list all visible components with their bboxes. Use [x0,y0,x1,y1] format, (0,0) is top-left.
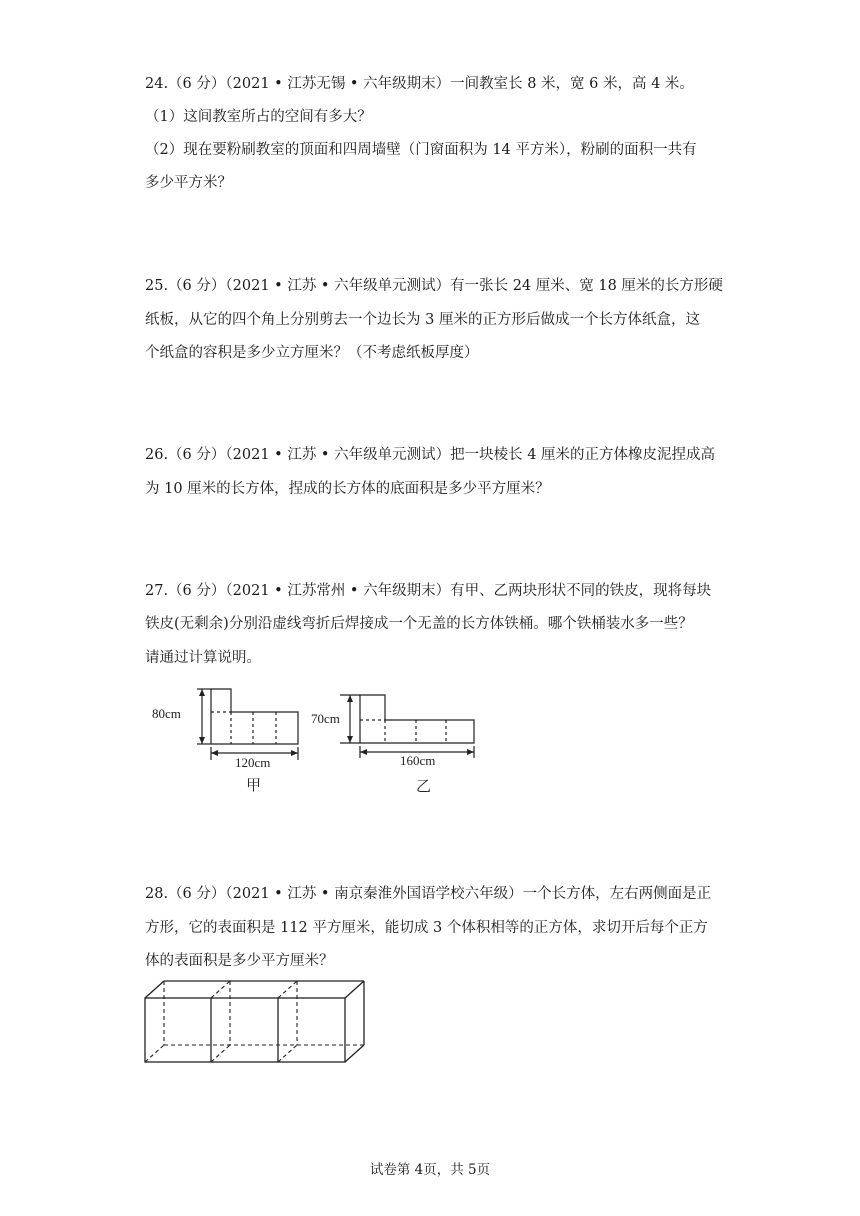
question-24-part-1: （1）这间教室所占的空间有多大？ [145,109,372,125]
question-26-line-1: 26.（6 分）（2021 • 江苏 • 六年级单元测试）把一块棱长 4 厘米的正方体橡皮泥捏成高 [145,447,716,463]
question-25-line-2: 纸板，从它的四个角上分别剪去一个边长为 3 厘米的正方形后做成一个长方体纸盒，这 [145,312,700,328]
question-26-line-2: 为 10 厘米的长方体，捏成的长方体的底面积是多少平方厘米？ [145,481,550,497]
jia-sheet-name: 甲 [246,778,262,794]
question-27-line-2: 铁皮(无剩余)分别沿虚线弯折后焊接成一个无盖的长方体铁桶。哪个铁桶装水多一些？ [145,616,693,632]
question-24-line-1: 24.（6 分）（2021 • 江苏无锡 • 六年级期末）一间教室长 8 米，宽 6 米，高 4 米。 [145,76,694,92]
sheet-yi-figure [308,688,488,798]
yi-sheet-name: 乙 [416,779,432,795]
question-27-line-1: 27.（6 分）（2021 • 江苏常州 • 六年级期末）有甲、乙两块形状不同的铁皮，现将每块 [145,583,712,599]
sheet-jia-figure [145,682,315,797]
yi-height-label: 70cm [311,711,340,726]
cuboid-figure [140,976,370,1068]
question-25-line-1: 25.（6 分）（2021 • 江苏 • 六年级单元测试）有一张长 24 厘米、宽 18 厘米的长方形硬 [145,278,723,294]
page-footer: 试卷第 4页，共 5页 [369,1162,491,1178]
question-24-part-2-cont: 多少平方米？ [145,175,232,191]
jia-height-label: 80cm [152,706,181,721]
question-27-line-3: 请通过计算说明。 [145,650,261,666]
question-25-line-3: 个纸盒的容积是多少立方厘米？（不考虑纸板厚度） [145,345,479,361]
question-28-line-2: 方形，它的表面积是 112 平方厘米，能切成 3 个体积相等的正方体，求切开后每个正方 [145,920,708,936]
question-24-part-2: （2）现在要粉刷教室的顶面和四周墙壁（门窗面积为 14 平方米），粉刷的面积一共有 [145,142,697,158]
jia-width-label: 120cm [235,755,271,770]
question-28-line-3: 体的表面积是多少平方厘米？ [145,953,334,969]
yi-width-label: 160cm [400,753,436,768]
question-28-line-1: 28.（6 分）（2021 • 江苏 • 南京秦淮外国语学校六年级）一个长方体，左右两侧面是正 [145,886,712,902]
